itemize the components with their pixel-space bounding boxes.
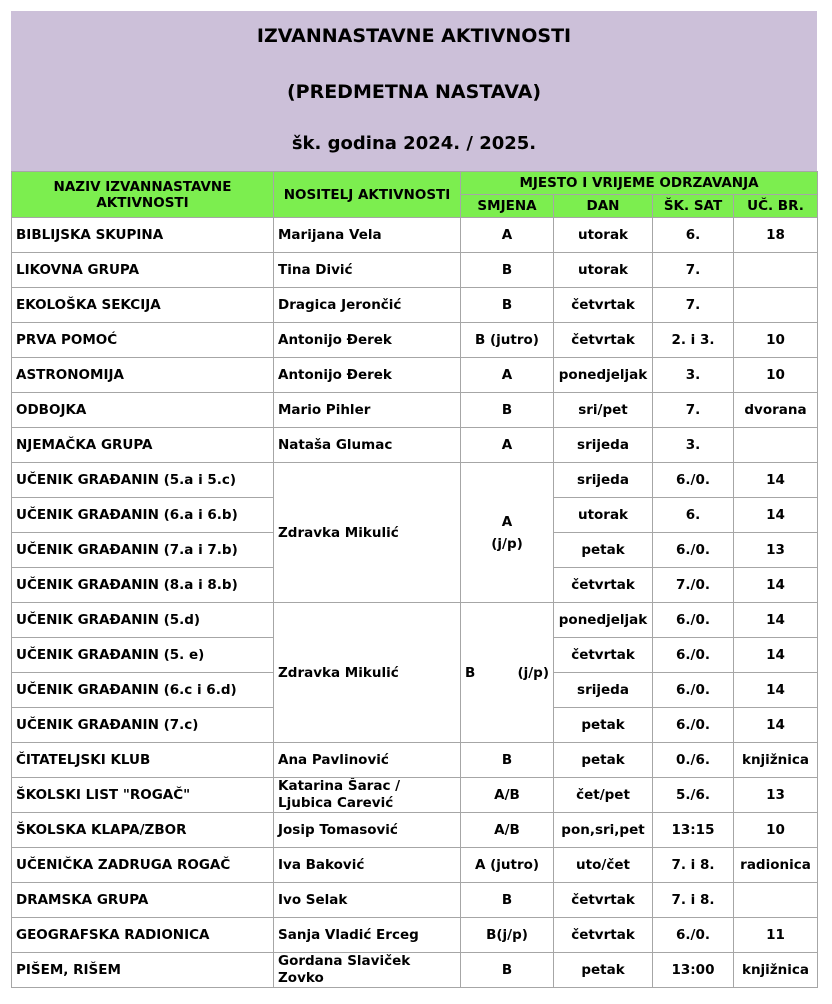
day-cell: uto/čet bbox=[554, 848, 653, 883]
shift-cell: A/B bbox=[461, 813, 554, 848]
room-cell: 10 bbox=[734, 358, 818, 393]
period-cell: 7. bbox=[653, 288, 734, 323]
period-cell: 6./0. bbox=[653, 533, 734, 568]
activity-cell: ASTRONOMIJA bbox=[12, 358, 274, 393]
shift-cell: B (jutro) bbox=[461, 323, 554, 358]
day-cell: četvrtak bbox=[554, 288, 653, 323]
shift-cell: A bbox=[461, 218, 554, 253]
room-cell bbox=[734, 253, 818, 288]
period-cell: 5./6. bbox=[653, 778, 734, 813]
room-cell: 11 bbox=[734, 918, 818, 953]
shift-label: A bbox=[501, 513, 513, 530]
day-cell: petak bbox=[554, 743, 653, 778]
table-row bbox=[12, 463, 818, 498]
table-row bbox=[12, 743, 818, 778]
activity-cell: DRAMSKA GRUPA bbox=[12, 883, 274, 918]
school-year: šk. godina 2024. / 2025. bbox=[291, 133, 537, 154]
teacher-cell: Katarina Šarac / Ljubica Carević bbox=[274, 778, 461, 813]
table-row bbox=[12, 428, 818, 463]
table-row bbox=[12, 813, 818, 848]
period-cell: 13:00 bbox=[653, 953, 734, 988]
table-row bbox=[12, 953, 818, 988]
day-cell: četvrtak bbox=[554, 883, 653, 918]
period-cell: 7. i 8. bbox=[653, 848, 734, 883]
room-cell: 14 bbox=[734, 673, 818, 708]
shift-cell: B bbox=[461, 253, 554, 288]
teacher-cell: Josip Tomasović bbox=[274, 813, 461, 848]
activity-cell: UČENIK GRAĐANIN (6.a i 6.b) bbox=[12, 498, 274, 533]
period-cell: 6./0. bbox=[653, 463, 734, 498]
shift-cell: B bbox=[461, 393, 554, 428]
period-cell: 6. bbox=[653, 218, 734, 253]
page-header bbox=[11, 11, 817, 171]
period-cell: 6./0. bbox=[653, 638, 734, 673]
shift-cell bbox=[461, 603, 554, 743]
shift-note: (j/p) bbox=[517, 664, 549, 681]
col-room: UČ. BR. bbox=[734, 195, 818, 218]
teacher-cell: Mario Pihler bbox=[274, 393, 461, 428]
day-cell: srijeda bbox=[554, 428, 653, 463]
table-row bbox=[12, 358, 818, 393]
table-row bbox=[12, 603, 818, 638]
teacher-cell: Marijana Vela bbox=[274, 218, 461, 253]
teacher-cell: Antonijo Đerek bbox=[274, 358, 461, 393]
day-cell: petak bbox=[554, 953, 653, 988]
day-cell: ponedjeljak bbox=[554, 603, 653, 638]
activity-cell: NJEMAČKA GRUPA bbox=[12, 428, 274, 463]
shift-label: B bbox=[465, 664, 476, 681]
activity-cell: ČITATELJSKI KLUB bbox=[12, 743, 274, 778]
activity-cell: EKOLOŠKA SEKCIJA bbox=[12, 288, 274, 323]
col-period: ŠK. SAT bbox=[653, 195, 734, 218]
teacher-cell: Nataša Glumac bbox=[274, 428, 461, 463]
shift-cell: A bbox=[461, 358, 554, 393]
activities-table bbox=[11, 171, 818, 988]
day-cell: četvrtak bbox=[554, 568, 653, 603]
day-cell: četvrtak bbox=[554, 918, 653, 953]
period-cell: 6./0. bbox=[653, 603, 734, 638]
teacher-cell: Antonijo Đerek bbox=[274, 323, 461, 358]
col-day: DAN bbox=[554, 195, 653, 218]
room-cell: knjižnica bbox=[734, 743, 818, 778]
day-cell: četvrtak bbox=[554, 323, 653, 358]
day-cell: pon,sri,pet bbox=[554, 813, 653, 848]
shift-cell: B bbox=[461, 743, 554, 778]
activity-cell: UČENIK GRAĐANIN (5.a i 5.c) bbox=[12, 463, 274, 498]
shift-cell: A (jutro) bbox=[461, 848, 554, 883]
period-cell: 3. bbox=[653, 428, 734, 463]
table-row bbox=[12, 393, 818, 428]
table-row bbox=[12, 288, 818, 323]
activity-cell: ODBOJKA bbox=[12, 393, 274, 428]
room-cell: 14 bbox=[734, 498, 818, 533]
shift-cell: B(j/p) bbox=[461, 918, 554, 953]
day-cell: utorak bbox=[554, 218, 653, 253]
teacher-cell: Sanja Vladić Erceg bbox=[274, 918, 461, 953]
room-cell bbox=[734, 428, 818, 463]
day-cell: petak bbox=[554, 533, 653, 568]
teacher-cell: Dragica Jerončić bbox=[274, 288, 461, 323]
shift-cell: B bbox=[461, 883, 554, 918]
room-cell: 14 bbox=[734, 708, 818, 743]
period-cell: 6. bbox=[653, 498, 734, 533]
day-cell: ponedjeljak bbox=[554, 358, 653, 393]
activity-cell: UČENIK GRAĐANIN (6.c i 6.d) bbox=[12, 673, 274, 708]
period-cell: 0./6. bbox=[653, 743, 734, 778]
room-cell: 13 bbox=[734, 778, 818, 813]
table-row bbox=[12, 253, 818, 288]
room-cell: 10 bbox=[734, 323, 818, 358]
room-cell: radionica bbox=[734, 848, 818, 883]
activity-cell: UČENIK GRAĐANIN (5. e) bbox=[12, 638, 274, 673]
room-cell: 14 bbox=[734, 463, 818, 498]
col-shift: SMJENA bbox=[461, 195, 554, 218]
activity-cell: UČENIK GRAĐANIN (7.c) bbox=[12, 708, 274, 743]
day-cell: petak bbox=[554, 708, 653, 743]
period-cell: 3. bbox=[653, 358, 734, 393]
shift-cell: B bbox=[461, 288, 554, 323]
activity-cell: ŠKOLSKA KLAPA/ZBOR bbox=[12, 813, 274, 848]
day-cell: sri/pet bbox=[554, 393, 653, 428]
period-cell: 7./0. bbox=[653, 568, 734, 603]
teacher-cell: Ana Pavlinović bbox=[274, 743, 461, 778]
room-cell bbox=[734, 883, 818, 918]
page-subtitle: (PREDMETNA NASTAVA) bbox=[286, 81, 542, 103]
room-cell: knjižnica bbox=[734, 953, 818, 988]
day-cell: četvrtak bbox=[554, 638, 653, 673]
teacher-cell: Ivo Selak bbox=[274, 883, 461, 918]
day-cell: čet/pet bbox=[554, 778, 653, 813]
teacher-cell: Zdravka Mikulić bbox=[274, 463, 461, 603]
col-teacher: NOSITELJ AKTIVNOSTI bbox=[274, 172, 461, 218]
day-cell: srijeda bbox=[554, 463, 653, 498]
table-row bbox=[12, 883, 818, 918]
room-cell: 14 bbox=[734, 568, 818, 603]
table-row bbox=[12, 778, 818, 813]
day-cell: srijeda bbox=[554, 673, 653, 708]
table-row bbox=[12, 848, 818, 883]
table-row bbox=[12, 218, 818, 253]
teacher-cell: Iva Baković bbox=[274, 848, 461, 883]
activity-cell: UČENIČKA ZADRUGA ROGAČ bbox=[12, 848, 274, 883]
shift-cell bbox=[461, 463, 554, 603]
period-cell: 7. bbox=[653, 253, 734, 288]
activity-cell: LIKOVNA GRUPA bbox=[12, 253, 274, 288]
period-cell: 13:15 bbox=[653, 813, 734, 848]
shift-cell: A bbox=[461, 428, 554, 463]
activity-cell: PIŠEM, RIŠEM bbox=[12, 953, 274, 988]
activity-cell: UČENIK GRAĐANIN (5.d) bbox=[12, 603, 274, 638]
room-cell: dvorana bbox=[734, 393, 818, 428]
room-cell: 14 bbox=[734, 603, 818, 638]
room-cell: 10 bbox=[734, 813, 818, 848]
activity-cell: ŠKOLSKI LIST "ROGAČ" bbox=[12, 778, 274, 813]
period-cell: 6./0. bbox=[653, 918, 734, 953]
period-cell: 2. i 3. bbox=[653, 323, 734, 358]
shift-note: (j/p) bbox=[491, 535, 523, 552]
activity-cell: UČENIK GRAĐANIN (7.a i 7.b) bbox=[12, 533, 274, 568]
teacher-cell: Zdravka Mikulić bbox=[274, 603, 461, 743]
table-row bbox=[12, 918, 818, 953]
period-cell: 7. i 8. bbox=[653, 883, 734, 918]
day-cell: utorak bbox=[554, 253, 653, 288]
activity-cell: BIBLIJSKA SKUPINA bbox=[12, 218, 274, 253]
shift-cell: B bbox=[461, 953, 554, 988]
activity-cell: GEOGRAFSKA RADIONICA bbox=[12, 918, 274, 953]
period-cell: 7. bbox=[653, 393, 734, 428]
col-place-time: MJESTO I VRIJEME ODRZAVANJA bbox=[461, 172, 818, 195]
col-activity: NAZIV IZVANNASTAVNE AKTIVNOSTI bbox=[12, 172, 274, 218]
room-cell: 13 bbox=[734, 533, 818, 568]
teacher-cell: Gordana Slaviček Zovko bbox=[274, 953, 461, 988]
table-row bbox=[12, 323, 818, 358]
activity-cell: PRVA POMOĆ bbox=[12, 323, 274, 358]
day-cell: utorak bbox=[554, 498, 653, 533]
room-cell: 18 bbox=[734, 218, 818, 253]
period-cell: 6./0. bbox=[653, 708, 734, 743]
period-cell: 6./0. bbox=[653, 673, 734, 708]
teacher-cell: Tina Divić bbox=[274, 253, 461, 288]
activity-cell: UČENIK GRAĐANIN (8.a i 8.b) bbox=[12, 568, 274, 603]
room-cell: 14 bbox=[734, 638, 818, 673]
page-title: IZVANNASTAVNE AKTIVNOSTI bbox=[256, 25, 572, 47]
shift-cell: A/B bbox=[461, 778, 554, 813]
room-cell bbox=[734, 288, 818, 323]
